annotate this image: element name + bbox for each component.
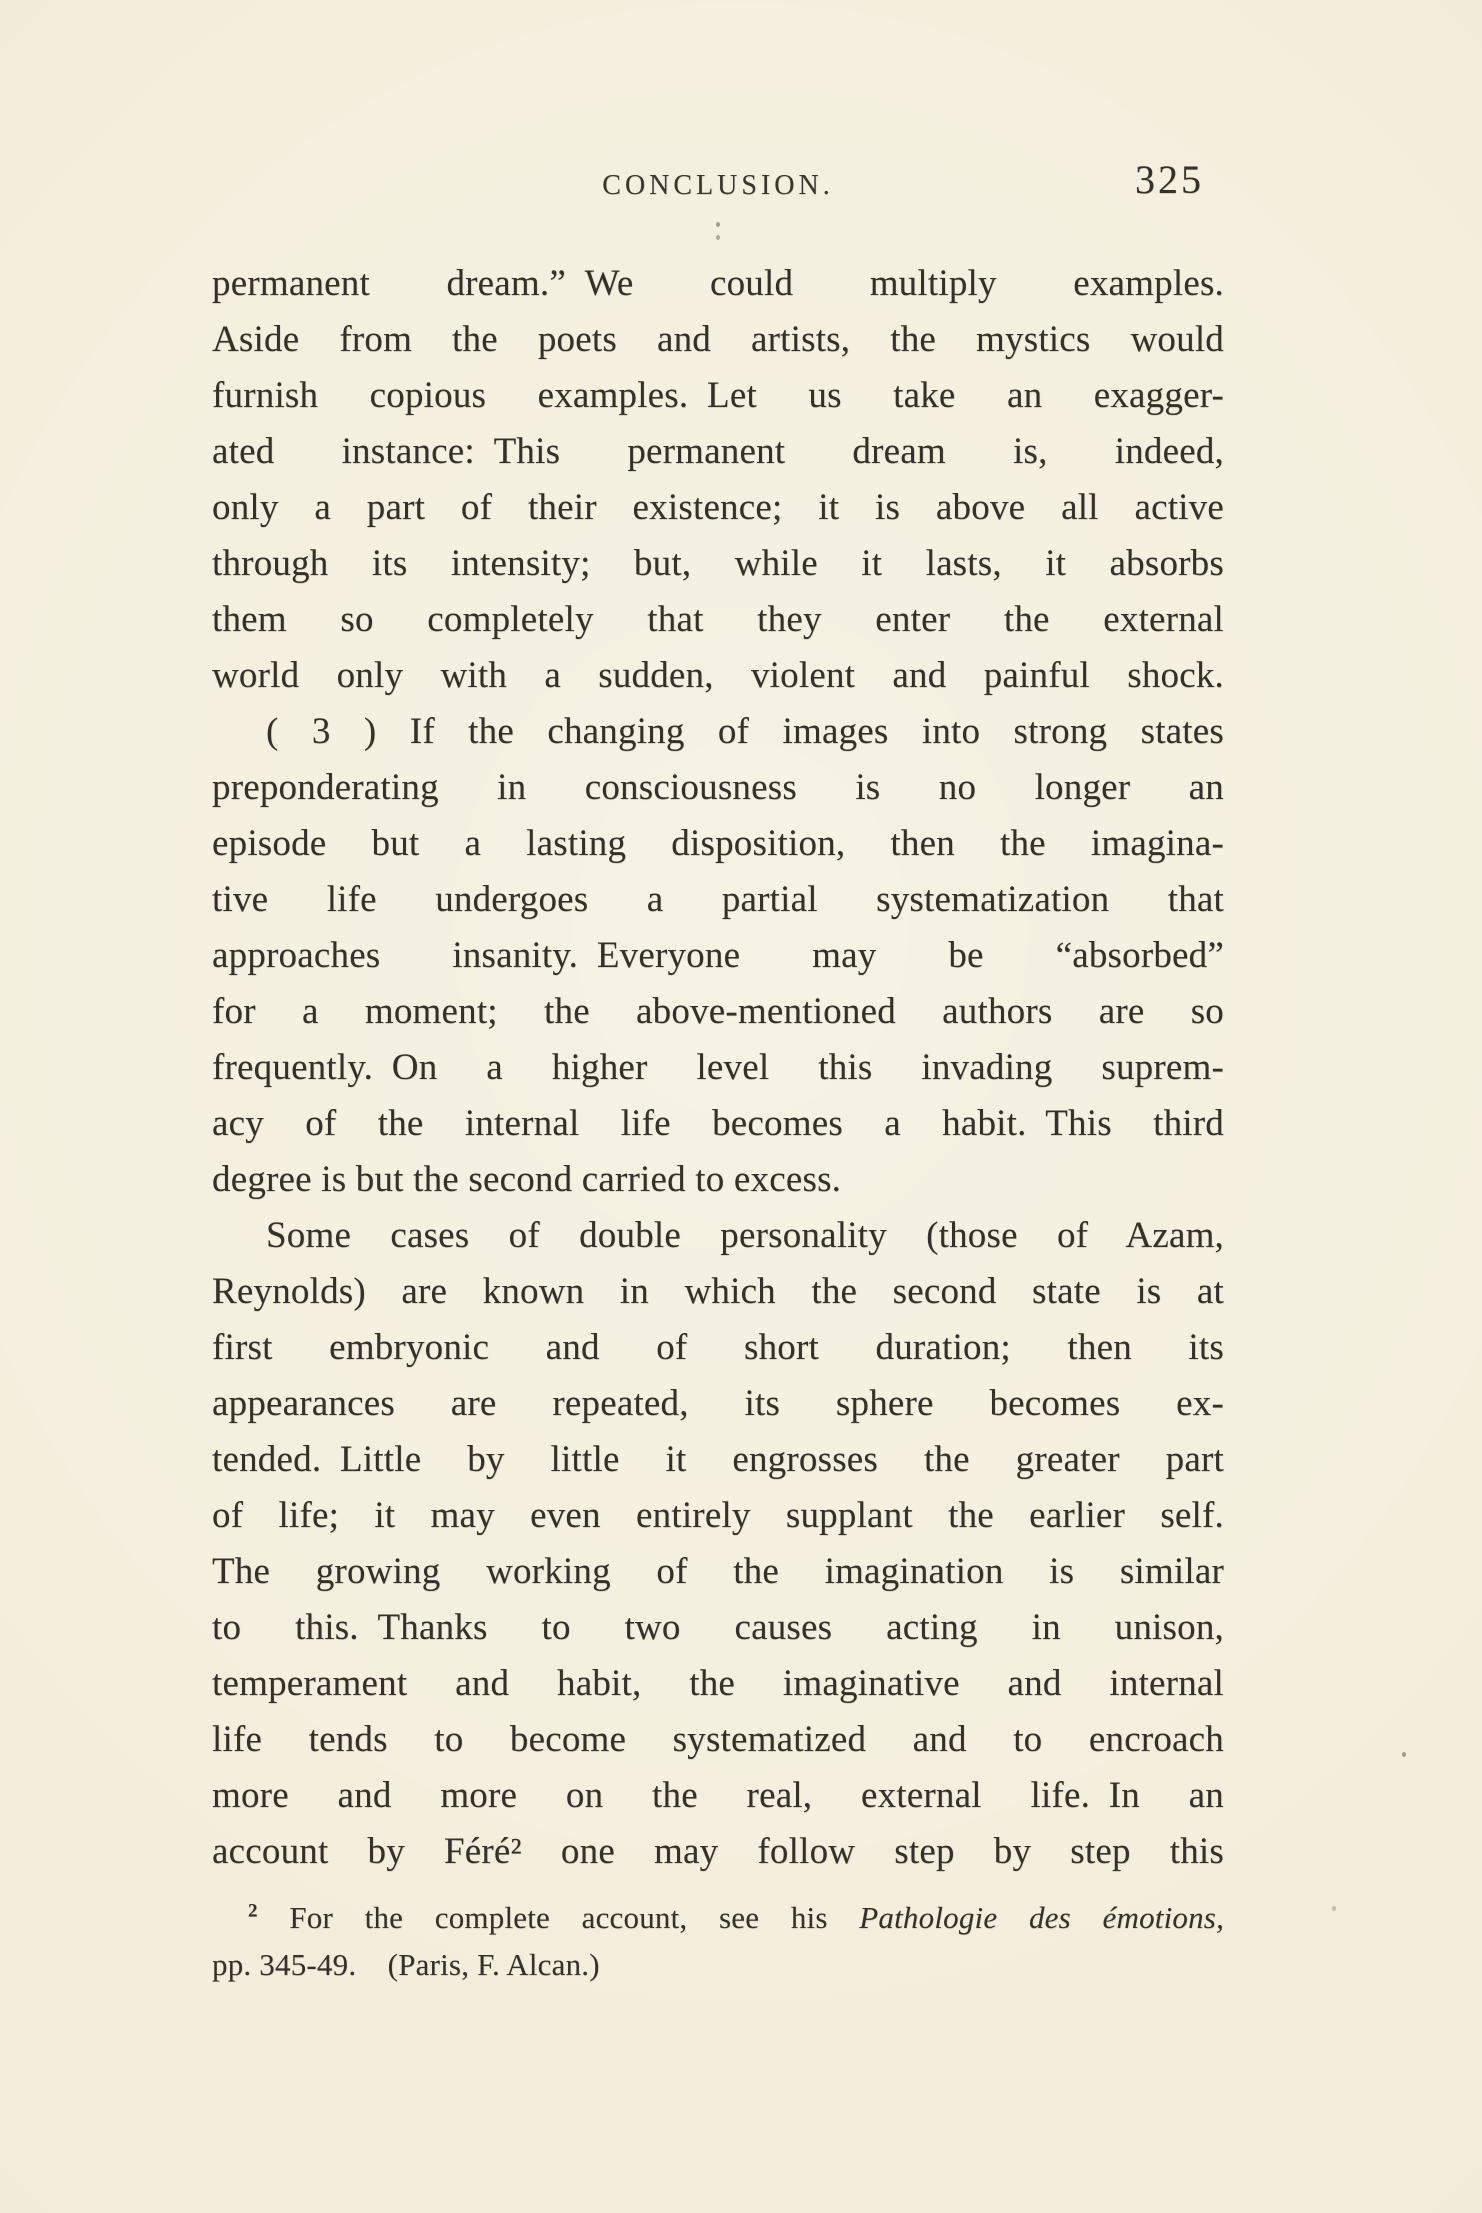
text-line: ated instance: This permanent dream is, indeed, xyxy=(212,431,1224,472)
footnote-line: pp. 345-49. (Paris, F. Alcan.) xyxy=(212,1947,600,1982)
text-line: frequently. On a higher level this invading suprem- xyxy=(212,1047,1224,1088)
text-line: The growing working of the imagination is similar xyxy=(212,1551,1224,1592)
paragraph xyxy=(212,256,1224,704)
text-line: first embryonic and of short duration; then its xyxy=(212,1327,1224,1368)
text-line: episode but a lasting disposition, then the imagina- xyxy=(212,823,1224,864)
text-line: life tends to become systematized and to encroach xyxy=(212,1719,1224,1760)
text-line: approaches insanity. Everyone may be “absorbed” xyxy=(212,935,1224,976)
scan-speckle xyxy=(716,222,720,227)
paragraph xyxy=(212,1208,1224,1880)
text-line: through its intensity; but, while it lasts, it absorbs xyxy=(212,543,1224,584)
text-line: world only with a sudden, violent and painful shock. xyxy=(212,655,1224,696)
text-line: preponderating in consciousness is no longer an xyxy=(212,767,1224,808)
text-line: Aside from the poets and artists, the mystics would xyxy=(212,319,1224,360)
scan-speckle xyxy=(1402,1752,1406,1757)
text-line: account by Féré² one may follow step by step this xyxy=(212,1831,1224,1872)
page-number: 325 xyxy=(1135,157,1204,202)
footnote-text: For the complete account, see his xyxy=(257,1900,860,1935)
footnote-line xyxy=(212,1894,1224,1941)
text-line: tended. Little by little it engrosses the greater part xyxy=(212,1439,1224,1480)
text-line: temperament and habit, the imaginative and internal xyxy=(212,1663,1224,1704)
scan-speckle xyxy=(1332,1906,1336,1911)
text-line: tive life undergoes a partial systematization that xyxy=(212,879,1224,920)
text-line: more and more on the real, external life. In an xyxy=(212,1775,1224,1816)
text-line: to this. Thanks to two causes acting in unison, xyxy=(212,1607,1224,1648)
body-text xyxy=(212,256,1224,1880)
text-line: permanent dream.” We could multiply examples. xyxy=(212,263,1224,304)
text-line: acy of the internal life becomes a habit. This third xyxy=(212,1103,1224,1144)
footnote-italic-title: Pathologie des émotions, xyxy=(859,1900,1225,1935)
text-line: them so completely that they enter the external xyxy=(212,599,1224,640)
footnote xyxy=(212,1894,1224,1988)
footnote-marker: 2 xyxy=(248,1900,258,1922)
text-line: of life; it may even entirely supplant the earlier self. xyxy=(212,1495,1224,1536)
text-line: Reynolds) are known in which the second state is at xyxy=(212,1271,1224,1312)
text-line: ( 3 ) If the changing of images into strong states xyxy=(266,711,1224,752)
text-line: Some cases of double personality (those of Azam, xyxy=(266,1215,1224,1256)
text-line: furnish copious examples. Let us take an exagger- xyxy=(212,375,1224,416)
text-line: for a moment; the above-mentioned authors are so xyxy=(212,991,1224,1032)
text-line: appearances are repeated, its sphere becomes ex- xyxy=(212,1383,1224,1424)
running-title: CONCLUSION. xyxy=(602,170,834,201)
text-line: only a part of their existence; it is above all active xyxy=(212,487,1224,528)
text-line: degree is but the second carried to excess. xyxy=(212,1159,842,1200)
paragraph xyxy=(212,704,1224,1208)
